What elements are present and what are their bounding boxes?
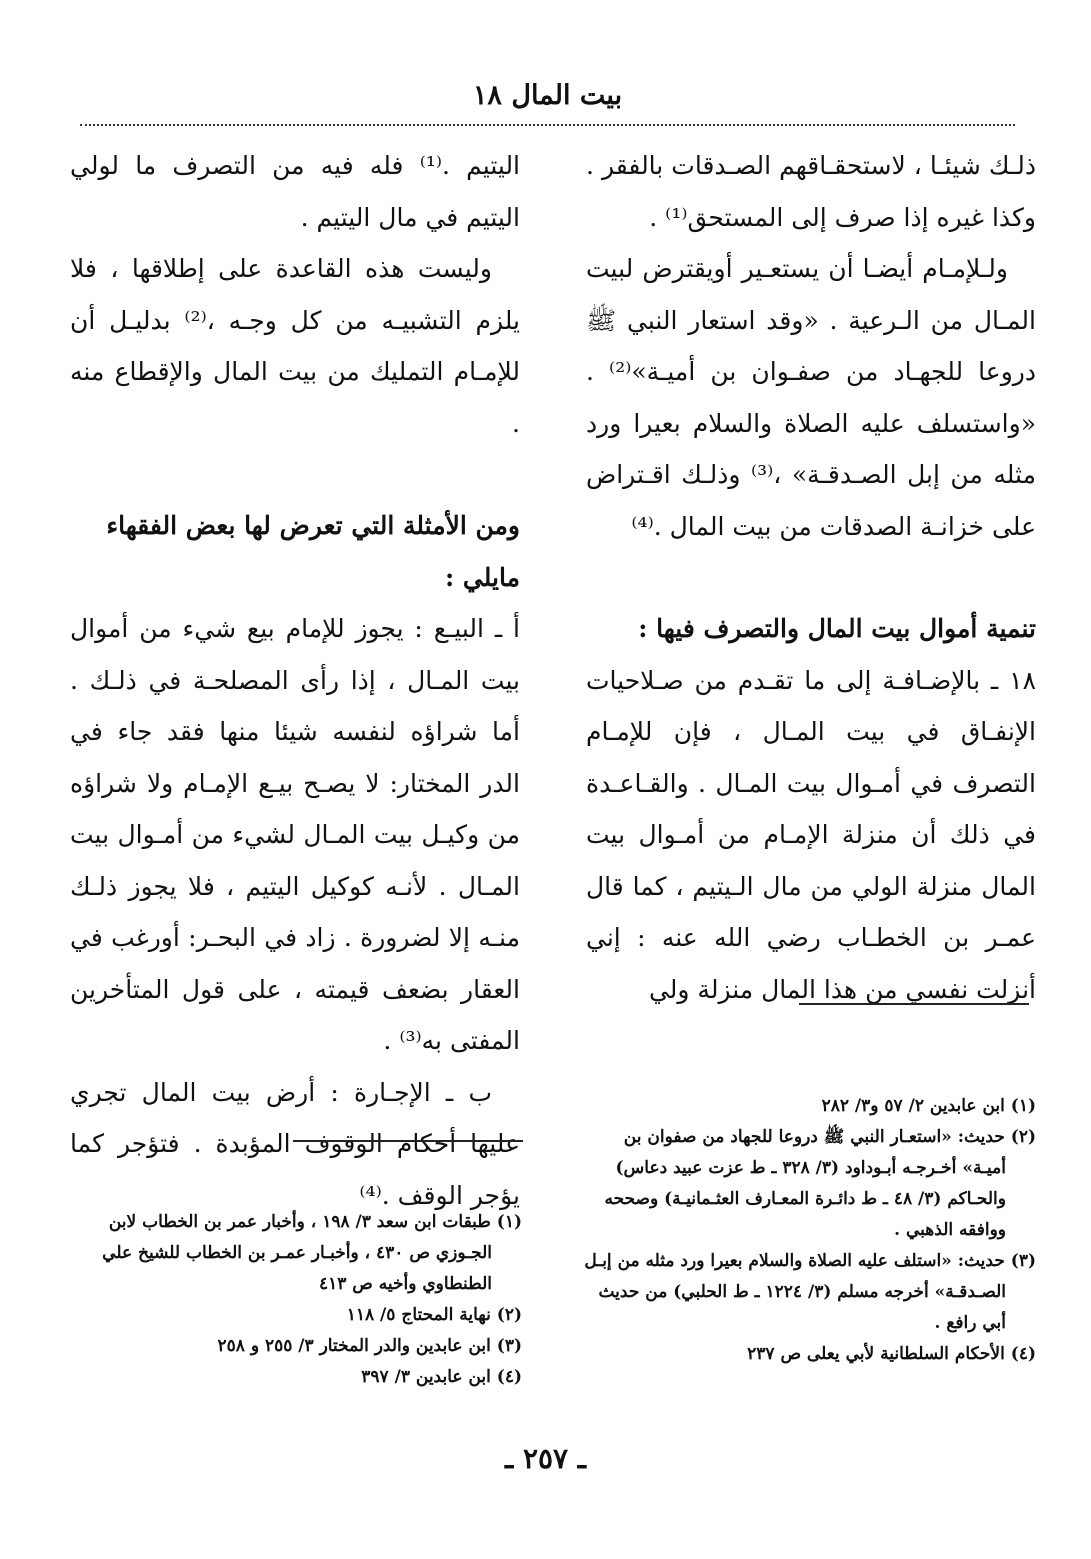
right-footnote-4: (٤) الأحكام السلطانية لأبي يعلى ص ٢٣٧ xyxy=(747,1344,1036,1364)
left-footnote-rule xyxy=(293,1140,523,1142)
left-footnote-4: (٤) ابن عابدين ٣/ ٣٩٧ xyxy=(361,1367,522,1387)
left-paragraph-3: أ ـ البيـع : يجوز للإمام بيع شيء من أموال بيت المـال ، إذا رأى المصلحـة في ذلـك . أما شراؤه لنفسه شيئا منها فقد جاء في الدر المختار: لا يصـح بيـع الإمـام ولا شراؤه من وكيـل بيت المـال لشيء من أمـوال بيت المـال . لأنـه كوكيل اليتيم ، فلا يجوز ذلـك منـه إلا لضرورة . زاد في البحـر: أورغب في العقار بضعف قيمته ، على قول المتأخرين المفتى به⁽³⁾ . xyxy=(70,614,520,1055)
right-footnote-3: (٣) حديث: «استلف عليه الصلاة والسلام بعيرا ورد مثله من إبـل الصـدقـة» أخرجه مسلم (٣/ ١٢٢٤ ـ ط الحلبي) من حديث أبي رافع . xyxy=(584,1251,1036,1333)
right-footnote-2: (٢) حديث: «استعـار النبي ﷺ دروعا للجهاد من صفوان بن أميـة» أخـرجـه أبـوداود (٣/ ٣٢٨ ـ ط عزت عبيد دعاس) والحـاكم (٣/ ٤٨ ـ ط دائـرة المعـارف العثـمانيـة) وصححه ووافقه الذهبي . xyxy=(604,1127,1036,1240)
left-paragraph-2: وليست هذه القاعدة على إطلاقها ، فلا يلزم التشبيـه من كل وجـه ،⁽²⁾ بدليـل أن للإمـام التمليك من بيت المال والإقطاع منه . xyxy=(70,254,521,438)
page-number: ـ ٢٥٧ ـ xyxy=(504,1442,587,1475)
left-footnote-3: (٣) ابن عابدين والدر المختار ٣/ ٢٥٥ و ٢٥٨ xyxy=(217,1336,522,1356)
running-header: بيت المال ١٨ xyxy=(472,80,623,111)
left-footnote-2: (٢) نهاية المحتاج ٥/ ١١٨ xyxy=(346,1305,522,1325)
right-paragraph-3: ١٨ ـ بالإضـافـة إلى ما تقـدم من صـلاحيات الإنفـاق في بيت المـال ، فإن للإمـام التصرف في أمـوال بيت المـال . والقـاعـدة في ذلك أن منزلة الإمـام من أمـوال بيت المال منزلة الولي من مال الـيتيم ، كما قال عمـر بن الخطـاب رضي الله عنه : إني أنزلت نفسي من هذا المال منزلة ولي xyxy=(586,665,1036,1004)
right-spacer xyxy=(586,552,1036,603)
right-section-heading: تنمية أموال بيت المال والتصرف فيها : xyxy=(638,614,1036,643)
right-footnote-1: (١) ابن عابدين ٢/ ٥٧ و٣/ ٢٨٢ xyxy=(821,1096,1036,1116)
left-paragraph-1: اليتيم .⁽¹⁾ فله فيه من التصرف ما لولي اليتيم في مال اليتيم . xyxy=(70,151,521,232)
right-paragraph-1: ذلـك شيئـا ، لاستحقـاقهم الصـدقات بالفقر . وكذا غيره إذا صرف إلى المستحق⁽¹⁾ . xyxy=(586,151,1036,232)
right-footnotes xyxy=(584,1091,1036,1370)
right-paragraph-2: ولـلإمـام أيضـا أن يستعـير أويقترض لبيت المـال من الـرعية . «وقد استعار النبي ﷺ دروعا للجهـاد من صفـوان بن أميـة»⁽²⁾ . «واستسلف عليه الصلاة والسلام بعيرا ورد مثله من إبل الصـدقـة» ،⁽³⁾ وذلـك اقـتراض على خزانـة الصدقات من بيت المال .⁽⁴⁾ xyxy=(586,254,1036,541)
right-column xyxy=(586,140,1036,1015)
header-dotted-rule xyxy=(80,124,1015,126)
left-paragraph-4: ب ـ الإجـارة : أرض بيت المال تجري عليها أحكام الوقوف المؤبدة . فتؤجر كما يؤجر الوقف .⁽⁴⁾ xyxy=(70,1077,520,1210)
left-column xyxy=(70,140,520,1221)
left-spacer xyxy=(70,449,520,500)
right-footnote-rule xyxy=(799,1003,1029,1005)
left-footnotes xyxy=(70,1207,522,1393)
left-footnote-1: (١) طبقات ابن سعد ٣/ ١٩٨ ، وأخبار عمر بن الخطاب لابن الجـوزي ص ٤٣٠ ، وأخبـار عمـر بن الخطاب للشيخ علي الطنطاوي وأخيه ص ٤١٣ xyxy=(102,1212,522,1294)
left-section-heading: ومن الأمثلة التي تعرض لها بعض الفقهاء مايلي : xyxy=(106,511,520,592)
